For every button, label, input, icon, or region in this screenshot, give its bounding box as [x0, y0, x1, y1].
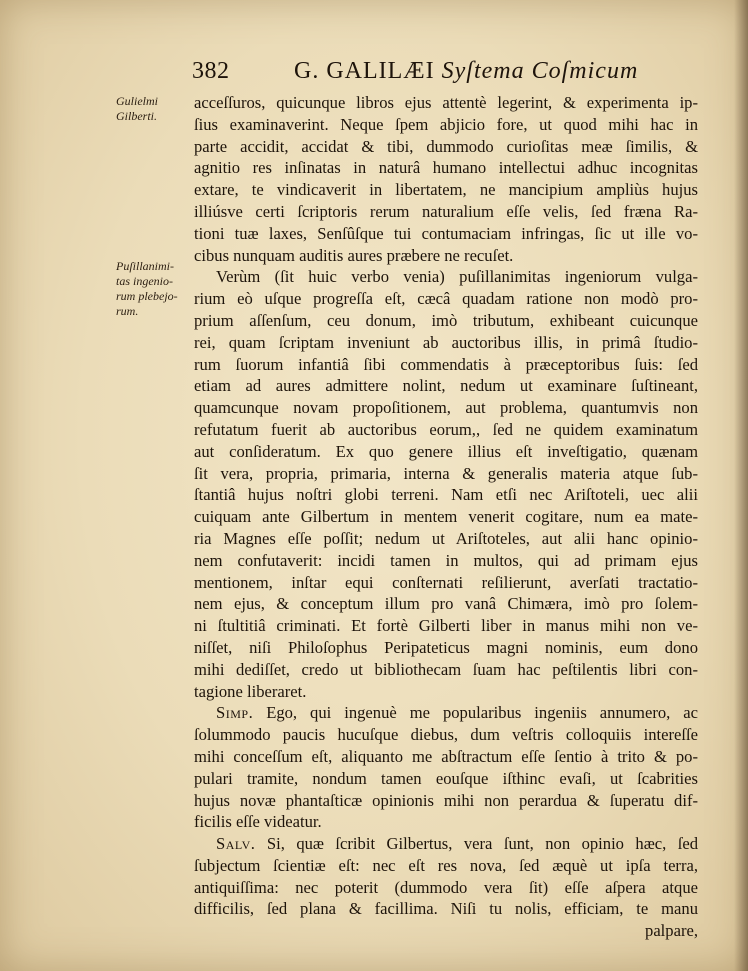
marginal-note-gilberti: [116, 94, 188, 124]
text-line: parte accidit, accidat & tibi, dummodo curioſitas meæ ſimilis, &: [194, 136, 698, 156]
text-line: ſius examinaverint. Neque ſpem abjicio fore, ut quod mihi hac in: [194, 114, 698, 134]
marginal-note-line: tas ingenio-: [116, 274, 173, 288]
text-line: rium eò uſque progreſſa eſt, cæcâ quadam ratione non modò pro-: [194, 289, 698, 309]
text-line: ni ſtultitiâ criminati. Et fortè Gilberti liber in manus mihi non ve-: [194, 616, 698, 636]
text-line: ſolummodo paucis hucuſque diebus, dum veſtris colloquiis intereſſe: [194, 725, 698, 745]
text-line: mihi conceſſum eſt, aliquanto me abſtractum eſſe ſentio à trito & po-: [194, 746, 698, 766]
text-line: difficilis, ſed plana & facillima. Niſi tu nolis, efficiam, te manu: [194, 899, 698, 919]
text-line: ſubjectum ſcientiæ eſt: nec eſt res nova, ſed æquè ut ipſa terra,: [194, 855, 698, 875]
marginal-note-line: Gilberti.: [116, 109, 157, 123]
text-line: [194, 702, 698, 724]
text-line: palpare,: [645, 921, 698, 941]
page-edge-shadow: [734, 0, 748, 971]
text-line: pulari tramite, nondum tamen eouſque iſthinc evaſi, ut ſcabrities: [194, 768, 698, 788]
text-line: prium aſſenſum, ceu donum, imò tributum, exhibeant cuicunque: [194, 310, 698, 330]
running-title-main: G. GALILÆI: [294, 58, 435, 84]
text-line: Verùm (ſit huic verbo venia) puſillanimitas ingeniorum vulga-: [216, 267, 698, 287]
running-title: [294, 58, 638, 85]
text-line: etiam ad aures admittere nolint, nedum ut examinare ſuſtineant,: [194, 376, 698, 396]
paragraph-salviati: [194, 833, 698, 942]
text-line: tioni tuæ laxes, Senſûſque tui contumaciam infringas, ſic ut ille vo-: [194, 223, 698, 243]
marginal-note-line: Gulielmi: [116, 94, 158, 108]
text-line: mihi dediſſet, credo ut bibliothecam ſuam hac peſtilentis libri con-: [194, 659, 698, 679]
text-line: quamcunque novam propoſitionem, aut problema, quantumvis non: [194, 398, 698, 418]
running-title-italic: Syſtema Coſmicum: [441, 58, 639, 84]
marginal-note-line: rum.: [116, 304, 139, 318]
text-line: rum ſuorum infantiâ ſibi commendatis à præceptoribus ſuis: ſed: [194, 354, 698, 374]
text-line: acceſſuros, quicunque libros ejus attentè legerint, & experimenta ip-: [194, 93, 698, 112]
paragraph-simplicius: [194, 702, 698, 833]
text-line: agnitio res inſinatas in naturâ humano intellectui adhuc incognitas: [194, 158, 698, 178]
text-line: ria Magnes eſſe poſſit; nedum ut Ariſtoteles, aut alii hanc opinio-: [194, 528, 698, 548]
speaker-simplicius: Simp.: [216, 703, 254, 723]
text-line: antiquiſſima: nec poterit (dummodo vera ſit) eſſe aſpera atque: [194, 877, 698, 897]
text-line: ſit vera, propria, primaria, interna & generalis materia atque ſub-: [194, 463, 698, 483]
marginal-note-line: rum plebejo-: [116, 289, 178, 303]
text-line: refutatum fuerit ab auctoribus eorum,, ſed ne quidem examinatum: [194, 419, 698, 439]
text-line: nem ejus, & conceptum illum pro vanâ Chimæra, imò pro ſolem-: [194, 594, 698, 614]
text-line: ficilis eſſe videatur.: [194, 812, 322, 832]
main-text: [194, 92, 698, 942]
text-line: cuiquam ante Gilbertum in mentem venerit cogitare, num ea mate-: [194, 507, 698, 527]
paragraph-1: [194, 92, 698, 266]
text-line: ſtantiâ hujus noſtri globi terreni. Nam etſi nec Ariſtoteli, uec alii: [194, 485, 698, 505]
text-line: cibus nunquam auditis aures præbere ne recuſet.: [194, 245, 514, 265]
paragraph-2: [194, 266, 698, 702]
text-line: tagione liberaret.: [194, 681, 307, 701]
text-line-content: Si, quæ ſcribit Gilbertus, vera ſunt, non opinio hæc, ſed: [266, 834, 699, 854]
page-number: 382: [192, 58, 230, 84]
text-line: niſſet, niſi Philoſophus Peripateticus magni nominis, eum dono: [194, 637, 698, 657]
text-line-content: Ego, qui ingenuè me popularibus ingeniis annumero, ac: [266, 703, 699, 723]
running-header: [192, 58, 712, 92]
marginal-note-line: Puſillanimi-: [116, 259, 174, 273]
text-line: [194, 833, 698, 855]
text-line: illiúsve certi ſcriptoris rerum naturalium eſſe velis, ſed fræna Ra-: [194, 201, 698, 221]
text-line: aut conſideratum. Ex quo genere illius eſt inveſtigatio, quænam: [194, 441, 698, 461]
text-line: mentionem, inſtar equi conſternati reſilierunt, averſati tractatio-: [194, 572, 698, 592]
marginal-note-pusillanimitas: [116, 259, 188, 319]
text-line: rei, quam ſcriptam inveniunt ab auctoribus illis, in primâ ſtudio-: [194, 332, 698, 352]
text-line: nem confutaverit: incidi tamen in multos, qui ad primam ejus: [194, 550, 698, 570]
text-line: hujus novæ phantaſticæ opinionis mihi non perardua & ſuperatu dif-: [194, 790, 698, 810]
text-line: extare, te vindicaverit in libertatem, ne mancipium ampliùs hujus: [194, 180, 698, 200]
speaker-salviati: Salv.: [216, 834, 256, 854]
